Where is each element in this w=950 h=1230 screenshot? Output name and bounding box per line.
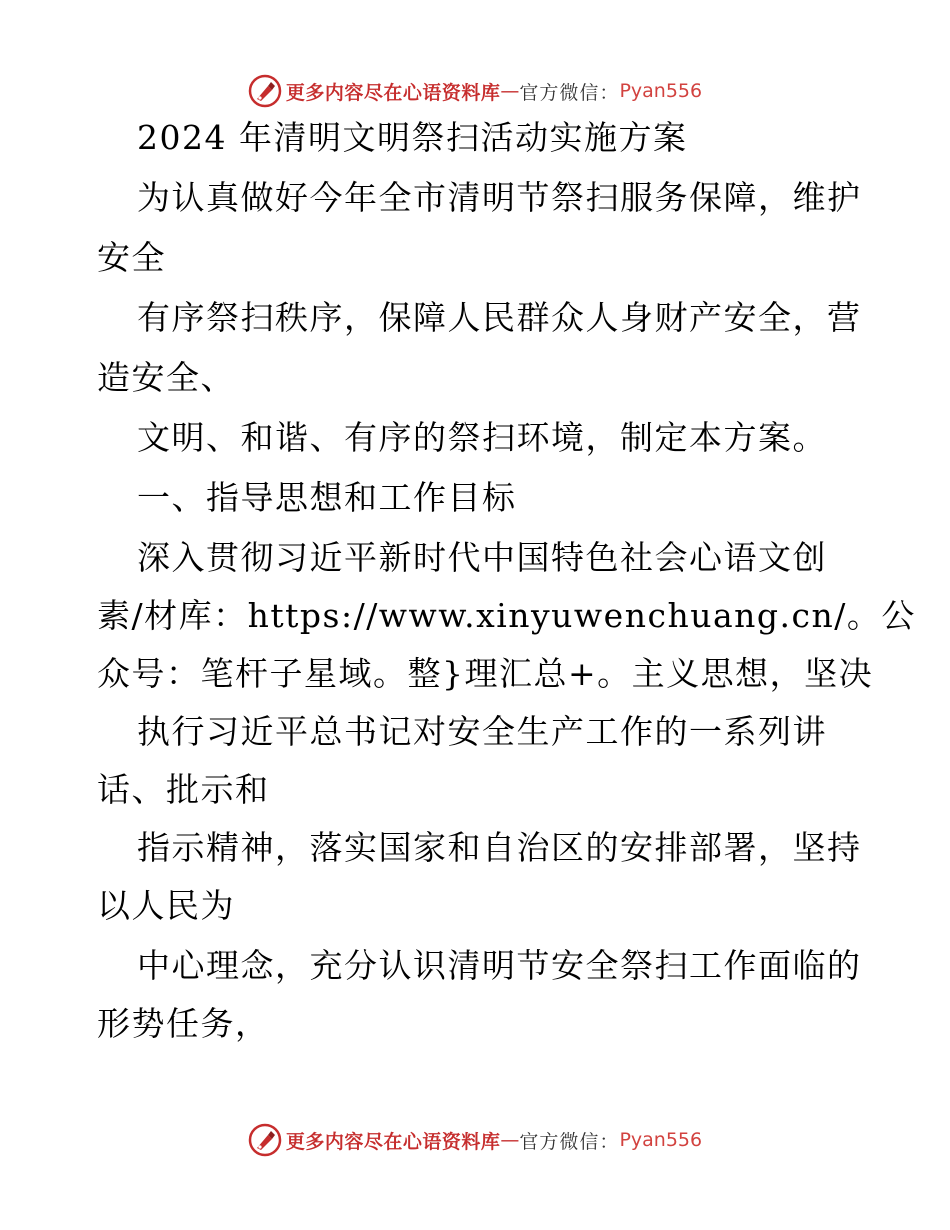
banner-account-label: 官方微信： — [519, 1130, 620, 1153]
banner-dash: — — [500, 80, 520, 102]
section-heading: 一、指导思想和工作目标 — [137, 478, 517, 517]
paragraph-line: 文明、和谐、有序的祭扫环境，制定本方案。 — [137, 418, 827, 457]
paragraph-line: 深入贯彻习近平新时代中国特色社会心语文创 — [137, 538, 827, 577]
paragraph-line: 素/材库：https://www.xinyuwenchuang.cn/。公 — [97, 596, 916, 635]
paragraph-line: 中心理念，充分认识清明节安全祭扫工作面临的 — [137, 946, 862, 985]
paragraph-line: 执行习近平总书记对安全生产工作的一系列讲 — [137, 712, 827, 751]
banner-account-id: Pyan556 — [619, 80, 703, 102]
pen-nib-icon — [248, 74, 282, 108]
banner-dash: — — [500, 1129, 520, 1151]
paragraph-line: 话、批示和 — [97, 770, 270, 809]
paragraph-line: 以人民为 — [97, 886, 235, 925]
header-banner — [0, 71, 950, 111]
banner-brand-text: 更多内容尽在心语资料库 — [285, 1130, 501, 1153]
pen-nib-icon — [248, 1123, 282, 1157]
paragraph-line: 有序祭扫秩序，保障人民群众人身财产安全，营 — [137, 298, 862, 337]
paragraph-line: 形势任务， — [97, 1004, 270, 1043]
banner-account-label: 官方微信： — [519, 81, 620, 104]
paragraph-line: 造安全、 — [97, 358, 235, 397]
paragraph-line: 安全 — [97, 238, 166, 277]
banner-account-id: Pyan556 — [619, 1129, 703, 1151]
paragraph-line: 指示精神，落实国家和自治区的安排部署，坚持 — [137, 828, 862, 867]
banner-brand-text: 更多内容尽在心语资料库 — [285, 81, 501, 104]
document-title: 2024 年清明文明祭扫活动实施方案 — [137, 118, 688, 157]
paragraph-line: 为认真做好今年全市清明节祭扫服务保障，维护 — [137, 178, 862, 217]
footer-banner — [0, 1120, 950, 1160]
paragraph-line: 众号：笔杆子星域。整}理汇总+。主义思想，坚决 — [97, 654, 874, 693]
